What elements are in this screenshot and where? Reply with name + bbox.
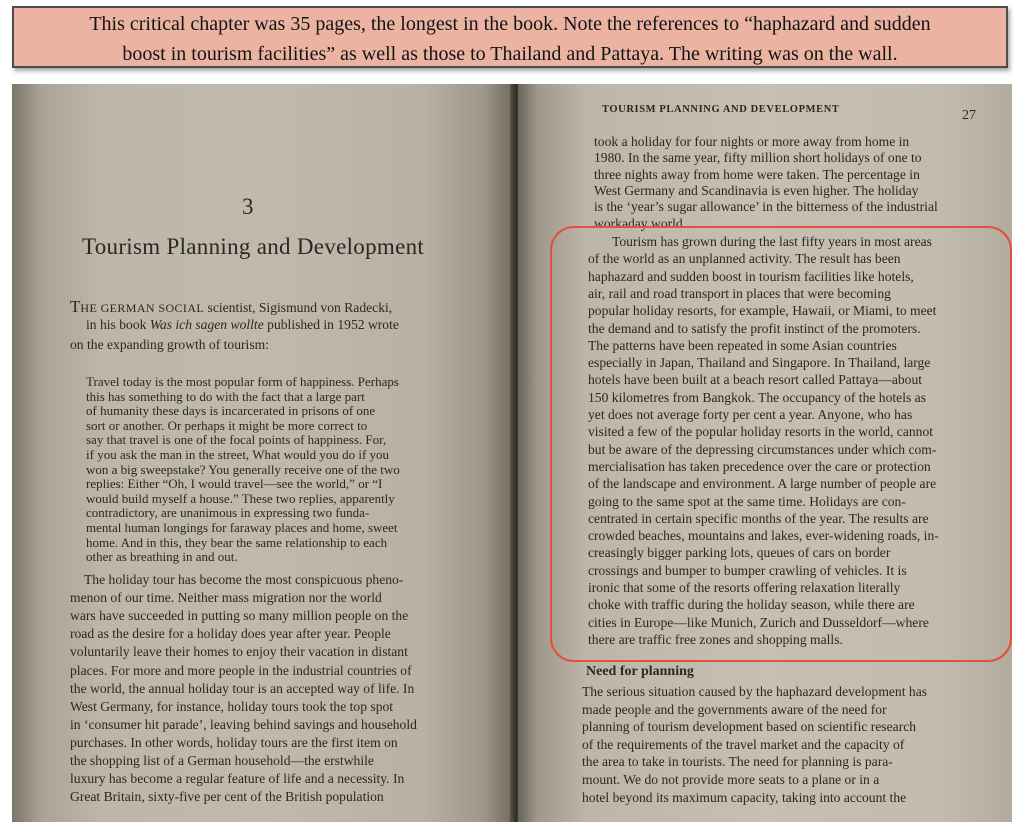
intro-line-2 xyxy=(86,317,399,333)
quote-line: this has something to do with the fact that a large part xyxy=(86,388,365,404)
body-line: luxury has become a regular feature of life and a necessity. In xyxy=(70,771,405,787)
highlighted-line: especially in Japan, Thailand and Singapore. In Thailand, large xyxy=(588,355,931,371)
quote-line: won a big sweepstake? You generally receive one of the two xyxy=(86,461,400,477)
intro-line-3: on the expanding growth of tourism: xyxy=(70,337,269,352)
quote-line: sort or another. Or perhaps it might be more correct to xyxy=(86,417,368,433)
body-line: is the ‘year’s sugar allowance’ in the bitterness of the industrial xyxy=(594,199,938,215)
caption-line-2: boost in tourism facilities” as well as those to Thailand and Pattaya. The writing was on the wall. xyxy=(122,43,898,65)
caption-box xyxy=(12,6,1008,68)
body-line: took a holiday for four nights or more away from home in xyxy=(594,134,910,149)
highlighted-line: there are traffic free zones and shopping malls. xyxy=(588,631,843,647)
body-line: planning of tourism development based on scientific research xyxy=(582,719,917,735)
highlighted-line: air, rail and road transport in places that were becoming xyxy=(588,285,891,301)
left-page xyxy=(12,84,514,822)
highlighted-line: creasingly bigger parking lots, queues of cars on border xyxy=(588,545,891,561)
caption-line-1: This critical chapter was 35 pages, the longest in the book. Note the references to “haphazard and sudden xyxy=(89,13,931,35)
highlighted-line: 150 kilometres from Bangkok. The occupancy of the hotels as xyxy=(588,389,926,405)
running-head: TOURISM PLANNING AND DEVELOPMENT xyxy=(602,104,840,115)
quote-line: if you ask the man in the street, What would you do if you xyxy=(86,447,390,462)
body-line: hotel beyond its maximum capacity, taking into account the xyxy=(582,789,907,805)
body-line: the area to take in tourists. The need for planning is para- xyxy=(582,754,893,770)
highlighted-line: going to the same spot at the same time. Holidays are con- xyxy=(588,493,906,509)
body-line: the world, the annual holiday tour is an accepted way of life. In xyxy=(70,680,415,696)
intro-line-2-pre: in his book xyxy=(86,317,150,332)
intro-smallcaps: HE GERMAN SOCIAL xyxy=(80,301,205,315)
body-line: in ‘consumer hit parade’, leaving behind savings and household xyxy=(70,716,417,732)
highlighted-line: crowded beaches, mountains and lakes, ever-widening roads, in- xyxy=(588,528,939,544)
highlighted-line: visited a few of the popular holiday resorts in the world, cannot xyxy=(588,424,934,440)
body-line: voluntarily leave their homes to enjoy their vacation in distant xyxy=(70,644,408,660)
page-number: 27 xyxy=(962,108,976,123)
chapter-title: Tourism Planning and Development xyxy=(82,234,425,259)
intro-line-1-rest: scientist, Sigismund von Radecki, xyxy=(204,300,393,315)
book-photo xyxy=(12,84,1012,822)
body-line: the shopping list of a German household—the erstwhile xyxy=(70,753,374,768)
quote-line: contradictory, are unanimous in expressing two funda- xyxy=(86,505,370,521)
intro-line-2-post: published in 1952 wrote xyxy=(263,317,399,332)
quote-line: of humanity these days is incarcerated in prisons of one xyxy=(86,403,376,419)
highlighted-line: haphazard and sudden boost in tourism facilities like hotels, xyxy=(588,268,914,284)
body-line: wars have succeeded in putting so many million people on the xyxy=(70,608,409,624)
body-line: made people and the governments aware of the need for xyxy=(582,701,887,717)
body-line: workaday world. xyxy=(594,215,687,231)
intro-line-1 xyxy=(70,297,392,317)
highlighted-line: crossings and bumper to bumper crawling of vehicles. It is xyxy=(588,562,907,578)
quote-line: Travel today is the most popular form of happiness. Perhaps xyxy=(86,374,399,389)
highlighted-line: The patterns have been repeated in some Asian countries xyxy=(588,337,897,353)
body-line: The serious situation caused by the haphazard development has xyxy=(582,684,928,699)
body-line: purchases. In other words, holiday tours are the first item on xyxy=(70,734,398,750)
highlighted-line: cities in Europe—like Munich, Zurich and Dusseldorf—where xyxy=(588,614,929,630)
highlighted-line: mercialisation has taken precedence over the care or protection xyxy=(588,458,931,474)
highlighted-line: Tourism has grown during the last fifty years in most areas xyxy=(612,234,932,249)
need-for-planning-heading: Need for planning xyxy=(586,664,694,679)
highlighted-line: hotels have been built at a beach resort called Pattaya—about xyxy=(588,372,923,388)
body-line: three nights away from home were taken. The percentage in xyxy=(594,166,920,182)
highlighted-line: but be aware of the depressing circumstances under which com- xyxy=(588,441,937,457)
right-page xyxy=(518,84,1012,822)
body-line: West Germany, for instance, holiday tours took the top spot xyxy=(70,698,394,714)
body-line: 1980. In the same year, fifty million short holidays of one to xyxy=(594,150,922,166)
highlighted-line: centrated in certain specific months of the year. The results are xyxy=(588,510,929,526)
quote-line: home. And in this, they bear the same relationship to each xyxy=(86,534,388,550)
quote-line: mental human longings for faraway places and home, sweet xyxy=(86,520,398,535)
body-line: Great Britain, sixty-five per cent of the British population xyxy=(70,789,384,805)
quote-line: replies: Either “Oh, I would travel—see the world,” or “I xyxy=(86,476,383,492)
body-line: West Germany and Scandinavia is even higher. The holiday xyxy=(594,182,919,198)
chapter-number: 3 xyxy=(242,194,254,219)
body-line: The holiday tour has become the most conspicuous pheno- xyxy=(84,572,404,587)
highlighted-line: the demand and to satisfy the profit instinct of the promoters. xyxy=(588,320,921,336)
body-line: mount. We do not provide more seats to a plane or in a xyxy=(582,772,880,787)
highlighted-line: choke with traffic during the holiday season, while there are xyxy=(588,597,915,613)
quote-line: say that travel is one of the focal points of happiness. For, xyxy=(86,432,387,448)
body-line: places. For more and more people in the industrial countries of xyxy=(70,662,412,678)
drop-cap: T xyxy=(70,297,81,316)
quote-line: other as breathing in and out. xyxy=(86,549,238,565)
highlighted-line: popular holiday resorts, for example, Hawaii, or Miami, to meet xyxy=(588,303,937,319)
highlighted-line: of the landscape and environment. A large number of people are xyxy=(588,476,937,492)
highlighted-line: yet does not average forty per cent a year. Anyone, who has xyxy=(588,407,913,422)
body-line: of the requirements of the travel market and the capacity of xyxy=(582,736,905,752)
book-title: Was ich sagen wollte xyxy=(149,317,264,332)
highlighted-line: of the world as an unplanned activity. The result has been xyxy=(588,251,901,267)
highlighted-line: ironic that some of the resorts offering relaxation literally xyxy=(588,580,901,595)
body-line: menon of our time. Neither mass migration nor the world xyxy=(70,590,382,606)
quote-line: would build myself a house.” These two replies, apparently xyxy=(86,490,395,506)
body-line: road as the desire for a holiday does year after year. People xyxy=(70,626,391,642)
